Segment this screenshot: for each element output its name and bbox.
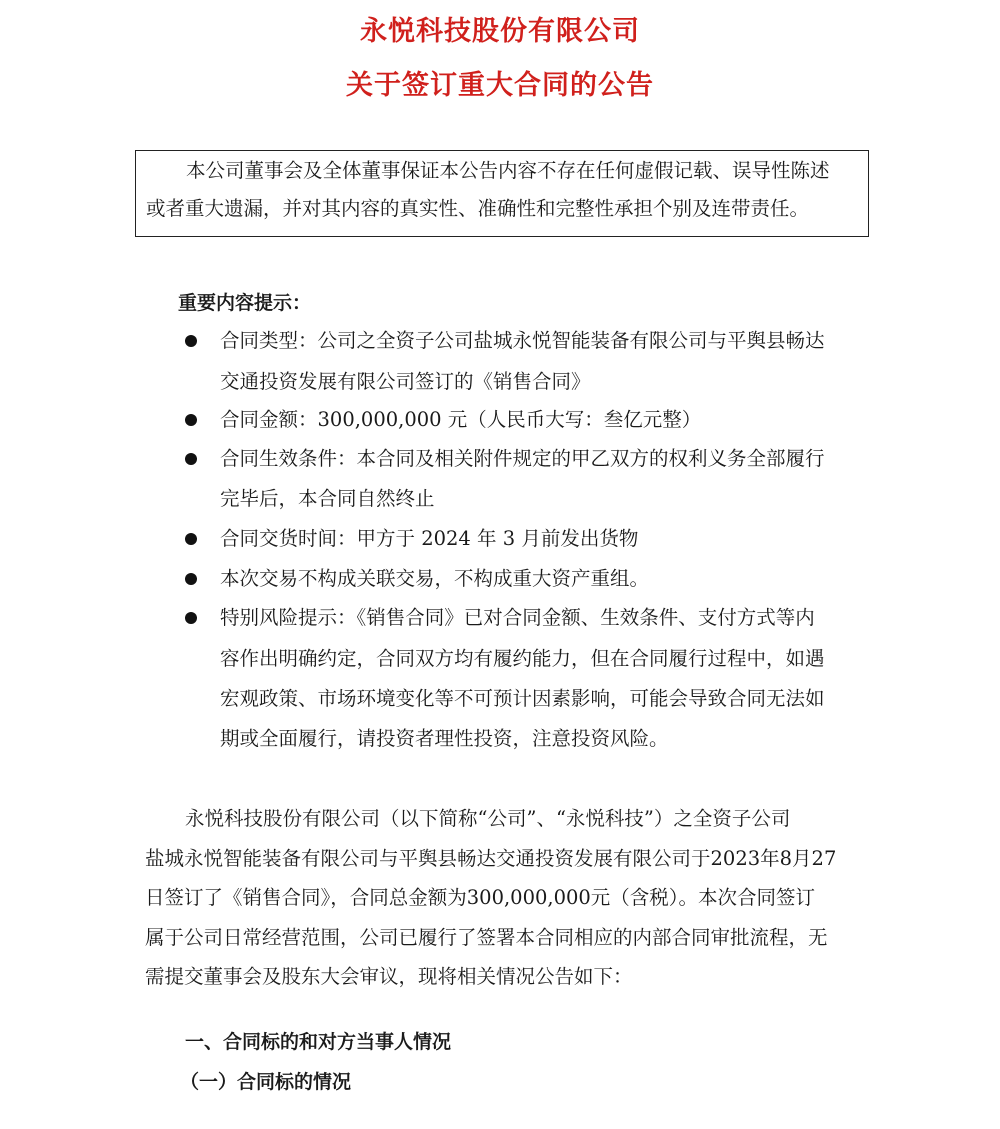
bullet-icon xyxy=(185,453,197,465)
body-line-5: 需提交董事会及股东大会审议，现将相关情况公告如下： xyxy=(145,965,633,988)
bullet-icon xyxy=(185,573,197,585)
disclaimer-line-1: 本公司董事会及全体董事保证本公告内容不存在任何虚假记载、误导性陈述 xyxy=(186,159,830,182)
key-point-6-line-4: 期或全面履行，请投资者理性投资，注意投资风险。 xyxy=(220,727,669,750)
subsection-heading-1-1: （一）合同标的情况 xyxy=(180,1071,352,1093)
key-point-3-line-1: 合同生效条件：本合同及相关附件规定的甲乙双方的权利义务全部履行 xyxy=(220,447,825,470)
company-title: 永悦科技股份有限公司 xyxy=(360,16,640,47)
key-point-5-line-1: 本次交易不构成关联交易，不构成重大资产重组。 xyxy=(220,567,650,590)
body-line-3: 日签订了《销售合同》，合同总金额为300,000,000元（含税）。本次合同签订 xyxy=(145,886,816,909)
disclaimer-box xyxy=(135,150,869,237)
key-point-1-line-2: 交通投资发展有限公司签订的《销售合同》 xyxy=(220,370,591,393)
body-line-4: 属于公司日常经营范围，公司已履行了签署本合同相应的内部合同审批流程，无 xyxy=(145,926,828,949)
key-point-6-line-2: 容作出明确约定，合同双方均有履约能力，但在合同履行过程中，如遇 xyxy=(220,647,825,670)
body-line-2: 盐城永悦智能装备有限公司与平舆县畅达交通投资发展有限公司于2023年8月27 xyxy=(145,847,837,870)
bullet-icon xyxy=(185,533,197,545)
body-line-1: 永悦科技股份有限公司（以下简称“公司”、“永悦科技”）之全资子公司 xyxy=(185,807,791,830)
section-heading-1: 一、合同标的和对方当事人情况 xyxy=(185,1031,452,1053)
announcement-title: 关于签订重大合同的公告 xyxy=(346,70,654,101)
key-point-6-line-3: 宏观政策、市场环境变化等不可预计因素影响，可能会导致合同无法如 xyxy=(220,687,825,710)
key-point-4-line-1: 合同交货时间：甲方于 2024 年 3 月前发出货物 xyxy=(220,527,639,550)
key-point-2-line-1: 合同金额：300,000,000 元（人民币大写：叁亿元整） xyxy=(220,408,702,431)
key-point-6-line-1: 特别风险提示：《销售合同》已对合同金额、生效条件、支付方式等内 xyxy=(220,606,815,629)
bullet-icon xyxy=(185,335,197,347)
key-point-3-line-2: 完毕后，本合同自然终止 xyxy=(220,487,435,510)
bullet-icon xyxy=(185,612,197,624)
bullet-icon xyxy=(185,414,197,426)
disclaimer-line-2: 或者重大遗漏，并对其内容的真实性、准确性和完整性承担个别及连带责任。 xyxy=(146,197,810,220)
key-point-1-line-1: 合同类型：公司之全资子公司盐城永悦智能装备有限公司与平舆县畅达 xyxy=(220,329,825,352)
key-points-heading: 重要内容提示： xyxy=(178,292,312,314)
